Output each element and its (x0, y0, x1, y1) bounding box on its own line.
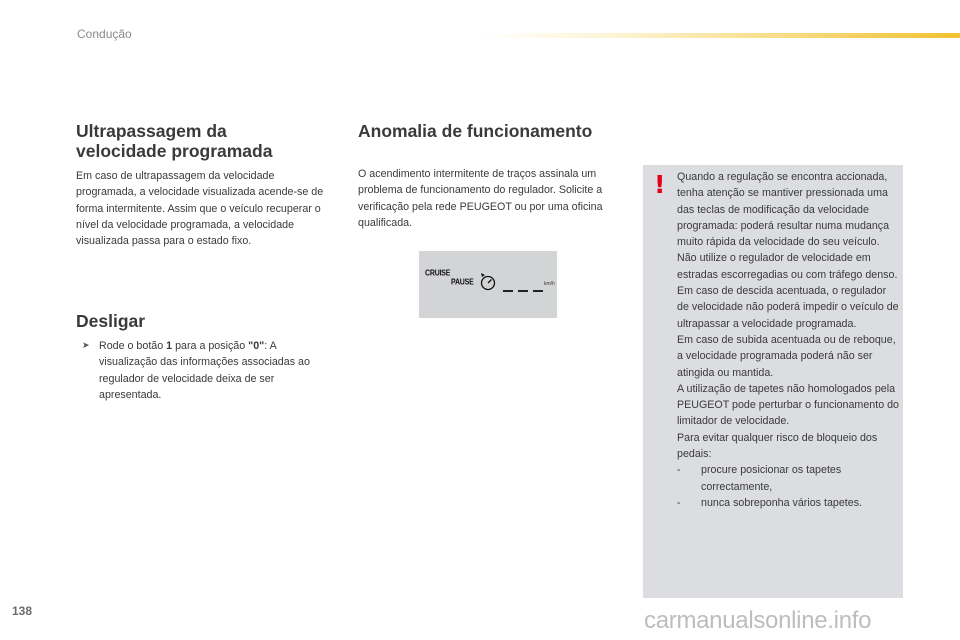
display-pause-label: PAUSE (451, 278, 474, 287)
section-label: Condução (77, 27, 132, 41)
warning-box (643, 165, 903, 598)
overspeed-title (76, 121, 326, 161)
list-item: - nunca sobreponha vários tapetes. (677, 496, 863, 509)
switch-off-title: Desligar (76, 311, 146, 331)
warning-p5: A utilização de tapetes não homologados pela PEUGEOT pode perturbar o funcionamento do limitador de velocidade. (677, 382, 899, 428)
warning-p6: Para evitar qualquer risco de bloqueio dos pedais: (677, 431, 878, 461)
warning-p3: Em caso de descida acentuada, o regulador de velocidade não poderá impedir o veículo de ultrapassar a velocidade programada. (677, 285, 899, 330)
malfunction-title: Anomalia de funcionamento (358, 121, 593, 141)
warning-p1: Quando a regulação se encontra accionada, tenha atenção se mantiver pressionada uma das teclas de modificação da velocidade programada: poderá resultar numa mudança muito rápida da velocidade do seu veículo. (677, 171, 890, 249)
cruise-display-image (419, 251, 557, 318)
list-item: - procure posicionar os tapetes correctamente, (677, 464, 842, 493)
page-number: 138 (12, 604, 33, 618)
switch-off-bullet (82, 338, 332, 403)
overspeed-section (76, 121, 326, 249)
display-unit: km/h (544, 281, 555, 287)
display-dash-3 (533, 290, 543, 292)
warning-p4: Em caso de subida acentuada ou de reboque, a velocidade programada poderá não ser atingida ou mantida. (677, 333, 896, 379)
header-gradient-bar (480, 33, 960, 38)
warning-list (677, 462, 899, 511)
warning-p2: Não utilize o regulador de velocidade em estradas escorregadias ou com tráfego denso. (677, 252, 898, 281)
display-cruise-label: CRUISE (425, 269, 451, 278)
arrow-right-icon: ➤ (82, 340, 90, 350)
overspeed-paragraph: Em caso de ultrapassagem da velocidade programada, a velocidade visualizada acende-se de forma intermitente. Assim que o veículo recuperar o nível da velocidade programada, a velocidade visualizada passa para o estado fixo. (76, 170, 324, 248)
overspeed-title-line1: Ultrapassagem da (76, 121, 227, 141)
watermark: carmanualsonline.info (644, 607, 872, 634)
malfunction-paragraph: O acendimento intermitente de traços assinala um problema de funcionamento do regulador. Solicite a verificação pela rede PEUGEOT ou por uma oficina qualificada. (358, 168, 603, 229)
display-dash-2 (518, 290, 528, 292)
exclamation-icon: ! (654, 170, 666, 199)
display-dash-1 (503, 290, 513, 292)
button-number: 1 (166, 340, 173, 352)
position-value: "0" (248, 340, 265, 352)
switch-off-text: Rode o botão 1 para a posição "0": A visualização das informações associadas ao regulador de velocidade deixa de ser apresentada. (99, 340, 310, 401)
overspeed-title-line2: velocidade programada (76, 141, 273, 161)
speedometer-icon (479, 271, 497, 291)
warning-text (677, 169, 899, 511)
